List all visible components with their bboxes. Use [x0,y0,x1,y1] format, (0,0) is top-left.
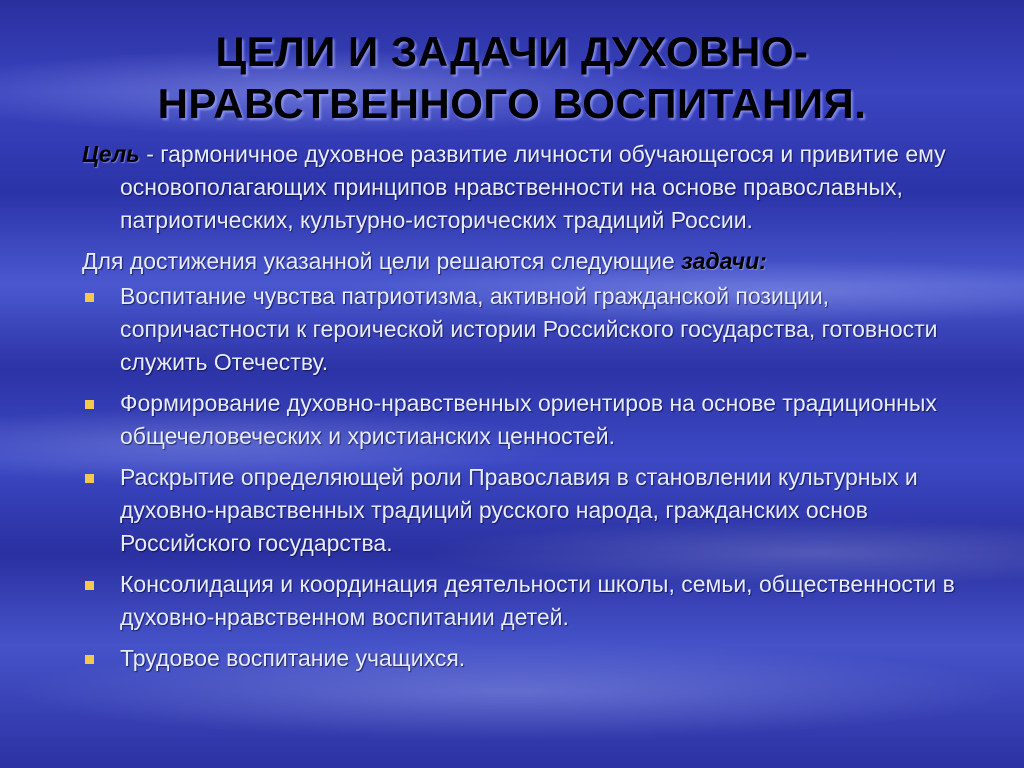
list-item [82,642,974,675]
slide-title-line-2: НРАВСТВЕННОГО ВОСПИТАНИЯ. [157,80,867,127]
task-text: Воспитание чувства патриотизма, активной гражданской позиции, сопричастности к героической истории Российского государства, готовности служить Отечеству. [120,283,938,375]
tasks-list [82,280,974,675]
tasks-intro-emphasis [681,248,767,274]
slide-title-line-1: ЦЕЛИ И ЗАДАЧИ ДУХОВНО- [215,28,809,75]
square-bullet-icon [85,655,94,664]
goal-paragraph [82,138,974,237]
square-bullet-icon [85,400,94,409]
tasks-intro [82,245,974,278]
task-text: Консолидация и координация деятельности школы, семьи, общественности в духовно-нравственном воспитании детей. [120,571,955,630]
tasks-intro-text: Для достижения указанной цели решаются следующие [82,248,681,274]
square-bullet-icon [85,474,94,483]
slide-title [60,26,964,130]
square-bullet-icon [85,293,94,302]
task-text: Раскрытие определяющей роли Православия в становлении культурных и духовно-нравственных традиций русского народа, гражданских основ Российского государства. [120,464,918,556]
list-item [82,461,974,560]
task-text: Формирование духовно-нравственных ориентиров на основе традиционных общечеловеческих и христианских ценностей. [120,390,937,449]
list-item [82,280,974,379]
goal-text: - гармоничное духовное развитие личности обучающегося и привитие ему основополагающих принципов нравственности на основе православных, патриотических, культурно-исторических традиций России. [120,141,946,233]
goal-label: Цель [82,141,140,167]
list-item [82,387,974,453]
square-bullet-icon [85,581,94,590]
tasks-colon: : [759,248,767,274]
tasks-word: задачи [681,248,760,274]
list-item [82,568,974,634]
task-text: Трудовое воспитание учащихся. [120,645,466,671]
slide-content [82,138,974,683]
